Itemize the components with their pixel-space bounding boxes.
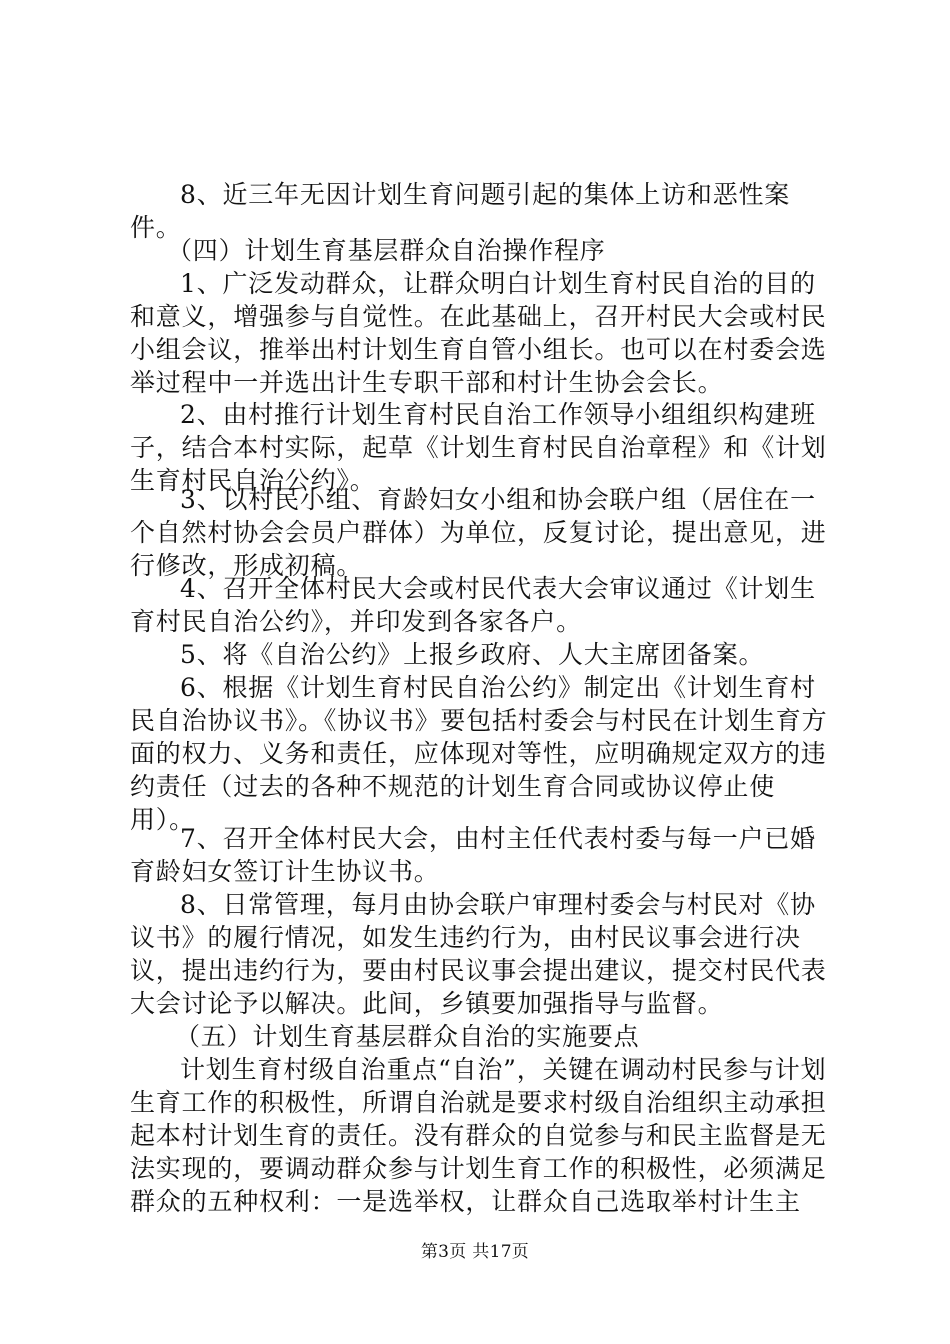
paragraph-step-3: 3、以村民小组、育龄妇女小组和协会联户组（居住在一个自然村协会会员户群体）为单位，反复讨论，提出意见，进行修改，形成初稿。 [130,485,827,580]
paragraph-step-7: 7、召开全体村民大会，由村主任代表村委与每一户已婚育龄妇女签订计生协议书。 [130,824,816,886]
section-heading-4: （四）计划生育基层群众自治操作程序 [167,236,606,265]
paragraph-step-6: 6、根据《计划生育村民自治公约》制定出《计划生育村民自治协议书》。《协议书》要包括村委会与村民在计划生育方面的权力、义务和责任，应体现对等性，应明确规定双方的违约责任（过去的各种不规范的计划生育合同或协议停止使用）。 [130,673,828,834]
section-heading-5: （五）计划生育基层群众自治的实施要点 [175,1022,640,1051]
paragraph-step-4: 4、召开全体村民大会或村民代表大会审议通过《计划生育村民自治公约》，并印发到各家各户。 [130,574,816,636]
page-footer: 第3页 共17页 [420,1242,530,1262]
paragraph-step-2: 2、由村推行计划生育村民自治工作领导小组组织构建班子，结合本村实际，起草《计划生育村民自治章程》和《计划生育村民自治公约》。 [130,400,827,495]
paragraph-step-8: 8、日常管理，每月由协会联户审理村委会与村民对《协议书》的履行情况，如发生违约行为，由村民议事会进行决议，提出违约行为，要由村民议事会提出建议，提交村民代表大会讨论予以解决。此间，乡镇要加强指导与监督。 [130,890,827,1018]
paragraph-step-5: 5、将《自治公约》上报乡政府、人大主席团备案。 [180,640,765,669]
paragraph-item-8: 8、近三年无因计划生育问题引起的集体上访和恶性案件。 [130,180,791,242]
paragraph-implementation: 计划生育村级自治重点“自治”，关键在调动村民参与计划生育工作的积极性，所谓自治就是要求村级自治组织主动承担起本村计划生育的责任。没有群众的自觉参与和民主监督是无法实现的，要调动群众参与计划生育工作的积极性，必须满足群众的五种权利：一是选举权，让群众自己选取举村计生主 [130,1055,827,1216]
paragraph-step-1: 1、广泛发动群众，让群众明白计划生育村民自治的目的和意义，增强参与自觉性。在此基础上，召开村民大会或村民小组会议，推举出村计划生育自管小组长。也可以在村委会选举过程中一并选出计生专职干部和村计生协会会长。 [130,269,827,397]
